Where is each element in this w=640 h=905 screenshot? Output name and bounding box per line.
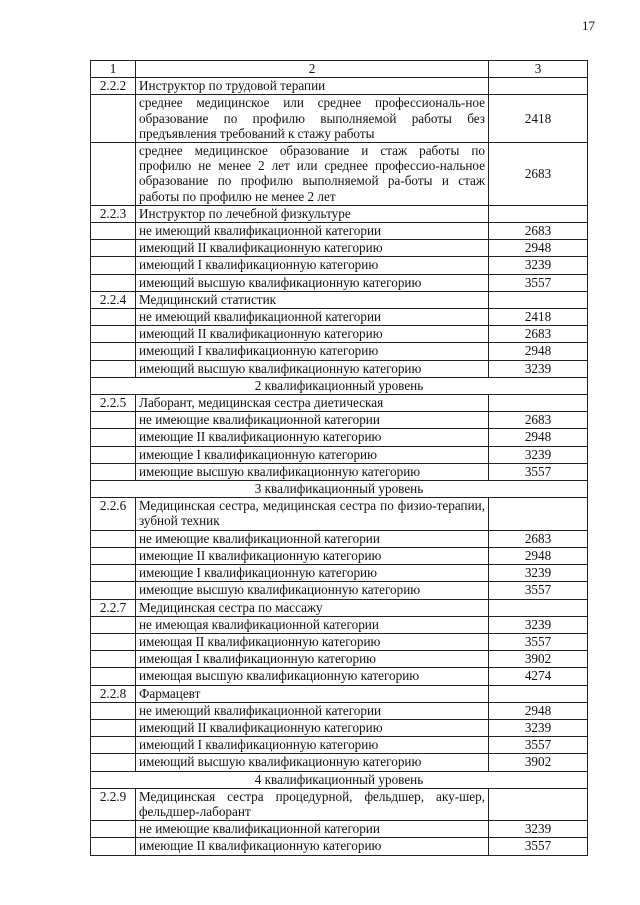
position-name: Медицинский статистик bbox=[136, 291, 489, 308]
column-header-2: 2 bbox=[136, 61, 489, 78]
level-row bbox=[91, 771, 588, 788]
requirement-text: имеющий высшую квалификационную категорию bbox=[136, 274, 489, 291]
empty-value-cell bbox=[489, 291, 588, 308]
requirement-text: имеющий высшую квалификационную категорию bbox=[136, 754, 489, 771]
salary-value: 3239 bbox=[489, 719, 588, 736]
table-row bbox=[91, 838, 588, 855]
requirement-text: имеющая II квалификационную категорию bbox=[136, 633, 489, 650]
section-row bbox=[91, 291, 588, 308]
table-row bbox=[91, 702, 588, 719]
table-row bbox=[91, 309, 588, 326]
empty-number-cell bbox=[91, 326, 136, 343]
empty-value-cell bbox=[489, 685, 588, 702]
empty-number-cell bbox=[91, 240, 136, 257]
salary-value: 3557 bbox=[489, 737, 588, 754]
table-row bbox=[91, 719, 588, 736]
table-row bbox=[91, 633, 588, 650]
empty-number-cell bbox=[91, 309, 136, 326]
salary-value: 3557 bbox=[489, 838, 588, 855]
empty-number-cell bbox=[91, 257, 136, 274]
requirement-text: имеющий II квалификационную категорию bbox=[136, 240, 489, 257]
table-header-row bbox=[91, 61, 588, 78]
requirement-text: имеющий I квалификационную категорию bbox=[136, 737, 489, 754]
table-row bbox=[91, 446, 588, 463]
column-header-3: 3 bbox=[489, 61, 588, 78]
salary-value: 2948 bbox=[489, 702, 588, 719]
position-name: Инструктор по трудовой терапии bbox=[136, 78, 489, 95]
salary-value: 3239 bbox=[489, 821, 588, 838]
requirement-text: не имеющий квалификационной категории bbox=[136, 702, 489, 719]
salary-value: 2683 bbox=[489, 412, 588, 429]
empty-number-cell bbox=[91, 412, 136, 429]
empty-number-cell bbox=[91, 343, 136, 360]
empty-number-cell bbox=[91, 360, 136, 377]
position-name: Фармацевт bbox=[136, 685, 489, 702]
salary-value: 3557 bbox=[489, 274, 588, 291]
salary-value: 4274 bbox=[489, 668, 588, 685]
table-row bbox=[91, 668, 588, 685]
requirement-text: имеющий высшую квалификационную категорию bbox=[136, 360, 489, 377]
empty-number-cell bbox=[91, 547, 136, 564]
requirement-text: имеющие I квалификационную категорию bbox=[136, 446, 489, 463]
salary-value: 2948 bbox=[489, 429, 588, 446]
table-row bbox=[91, 240, 588, 257]
requirement-text: среднее медицинское образование и стаж работы по профилю не менее 2 лет или среднее профессио-нальное образование по профилю выполняемой ра-боты и стаж работы по профилю не менее 2 лет bbox=[136, 143, 489, 206]
salary-value: 2683 bbox=[489, 143, 588, 206]
table-row bbox=[91, 412, 588, 429]
table-row bbox=[91, 530, 588, 547]
salary-value: 3902 bbox=[489, 651, 588, 668]
qualification-level: 2 квалификационный уровень bbox=[91, 377, 588, 394]
table-row bbox=[91, 754, 588, 771]
empty-number-cell bbox=[91, 446, 136, 463]
qualification-level: 4 квалификационный уровень bbox=[91, 771, 588, 788]
section-row bbox=[91, 78, 588, 95]
empty-number-cell bbox=[91, 274, 136, 291]
salary-value: 3557 bbox=[489, 633, 588, 650]
empty-number-cell bbox=[91, 754, 136, 771]
requirement-text: не имеющие квалификационной категории bbox=[136, 530, 489, 547]
empty-value-cell bbox=[489, 395, 588, 412]
salary-value: 2683 bbox=[489, 326, 588, 343]
empty-number-cell bbox=[91, 429, 136, 446]
table-row bbox=[91, 360, 588, 377]
salary-value: 3239 bbox=[489, 616, 588, 633]
table-row bbox=[91, 821, 588, 838]
empty-number-cell bbox=[91, 143, 136, 206]
salary-table bbox=[90, 60, 588, 856]
position-name: Медицинская сестра по массажу bbox=[136, 599, 489, 616]
requirement-text: не имеющий квалификационной категории bbox=[136, 309, 489, 326]
requirement-text: не имеющий квалификационной категории bbox=[136, 223, 489, 240]
position-name: Медицинская сестра процедурной, фельдшер, аку-шер, фельдшер-лаборант bbox=[136, 788, 489, 820]
requirement-text: имеющие высшую квалификационную категорию bbox=[136, 463, 489, 480]
table-row bbox=[91, 257, 588, 274]
salary-value: 3239 bbox=[489, 257, 588, 274]
salary-value: 2683 bbox=[489, 223, 588, 240]
empty-number-cell bbox=[91, 651, 136, 668]
requirement-text: не имеющая квалификационной категории bbox=[136, 616, 489, 633]
empty-value-cell bbox=[489, 788, 588, 820]
requirement-text: имеющий I квалификационную категорию bbox=[136, 343, 489, 360]
table-row bbox=[91, 274, 588, 291]
requirement-text: имеющие I квалификационную категорию bbox=[136, 565, 489, 582]
position-name: Лаборант, медицинская сестра диетическая bbox=[136, 395, 489, 412]
salary-value: 3239 bbox=[489, 360, 588, 377]
empty-number-cell bbox=[91, 616, 136, 633]
empty-number-cell bbox=[91, 737, 136, 754]
salary-value: 2418 bbox=[489, 309, 588, 326]
requirement-text: имеющая высшую квалификационную категорию bbox=[136, 668, 489, 685]
requirement-text: не имеющие квалификационной категории bbox=[136, 412, 489, 429]
empty-number-cell bbox=[91, 582, 136, 599]
salary-value: 2683 bbox=[489, 530, 588, 547]
level-row bbox=[91, 481, 588, 498]
table-row bbox=[91, 223, 588, 240]
empty-number-cell bbox=[91, 565, 136, 582]
salary-value: 3239 bbox=[489, 446, 588, 463]
position-name: Медицинская сестра, медицинская сестра по физио-терапии, зубной техник bbox=[136, 498, 489, 530]
section-number: 2.2.7 bbox=[91, 599, 136, 616]
requirement-text: имеющий I квалификационную категорию bbox=[136, 257, 489, 274]
table-row bbox=[91, 429, 588, 446]
requirement-text: имеющая I квалификационную категорию bbox=[136, 651, 489, 668]
table-row bbox=[91, 463, 588, 480]
section-number: 2.2.4 bbox=[91, 291, 136, 308]
empty-number-cell bbox=[91, 719, 136, 736]
section-row bbox=[91, 498, 588, 530]
empty-value-cell bbox=[489, 599, 588, 616]
section-row bbox=[91, 205, 588, 222]
salary-value: 2948 bbox=[489, 343, 588, 360]
salary-value: 3239 bbox=[489, 565, 588, 582]
section-row bbox=[91, 395, 588, 412]
section-number: 2.2.6 bbox=[91, 498, 136, 530]
section-number: 2.2.9 bbox=[91, 788, 136, 820]
position-name: Инструктор по лечебной физкультуре bbox=[136, 205, 489, 222]
section-row bbox=[91, 599, 588, 616]
section-number: 2.2.2 bbox=[91, 78, 136, 95]
salary-value: 2948 bbox=[489, 547, 588, 564]
table-row bbox=[91, 651, 588, 668]
requirement-text: имеющие II квалификационную категорию bbox=[136, 838, 489, 855]
section-number: 2.2.8 bbox=[91, 685, 136, 702]
salary-value: 2948 bbox=[489, 240, 588, 257]
empty-number-cell bbox=[91, 838, 136, 855]
requirement-text: среднее медицинское или среднее профессиональ-ное образование по профилю выполняемой работы без предъявления требований к стажу работы bbox=[136, 95, 489, 143]
column-header-1: 1 bbox=[91, 61, 136, 78]
empty-number-cell bbox=[91, 223, 136, 240]
section-row bbox=[91, 788, 588, 820]
requirement-text: не имеющие квалификационной категории bbox=[136, 821, 489, 838]
salary-value: 2418 bbox=[489, 95, 588, 143]
empty-number-cell bbox=[91, 668, 136, 685]
salary-value: 3557 bbox=[489, 463, 588, 480]
table-body bbox=[91, 78, 588, 855]
table-row bbox=[91, 565, 588, 582]
empty-number-cell bbox=[91, 702, 136, 719]
empty-value-cell bbox=[489, 498, 588, 530]
empty-number-cell bbox=[91, 633, 136, 650]
empty-number-cell bbox=[91, 463, 136, 480]
table-row bbox=[91, 737, 588, 754]
requirement-text: имеющий II квалификационную категорию bbox=[136, 326, 489, 343]
requirement-text: имеющий II квалификационную категорию bbox=[136, 719, 489, 736]
section-number: 2.2.5 bbox=[91, 395, 136, 412]
empty-value-cell bbox=[489, 205, 588, 222]
salary-value: 3557 bbox=[489, 582, 588, 599]
empty-number-cell bbox=[91, 821, 136, 838]
table-row bbox=[91, 143, 588, 206]
qualification-level: 3 квалификационный уровень bbox=[91, 481, 588, 498]
page-number: 17 bbox=[582, 18, 595, 33]
table-row bbox=[91, 582, 588, 599]
table-row bbox=[91, 343, 588, 360]
table-row bbox=[91, 547, 588, 564]
section-row bbox=[91, 685, 588, 702]
requirement-text: имеющие II квалификационную категорию bbox=[136, 547, 489, 564]
empty-number-cell bbox=[91, 95, 136, 143]
salary-value: 3902 bbox=[489, 754, 588, 771]
table-row bbox=[91, 616, 588, 633]
table-row bbox=[91, 95, 588, 143]
level-row bbox=[91, 377, 588, 394]
requirement-text: имеющие II квалификационную категорию bbox=[136, 429, 489, 446]
requirement-text: имеющие высшую квалификационную категорию bbox=[136, 582, 489, 599]
table-row bbox=[91, 326, 588, 343]
empty-number-cell bbox=[91, 530, 136, 547]
empty-value-cell bbox=[489, 78, 588, 95]
section-number: 2.2.3 bbox=[91, 205, 136, 222]
